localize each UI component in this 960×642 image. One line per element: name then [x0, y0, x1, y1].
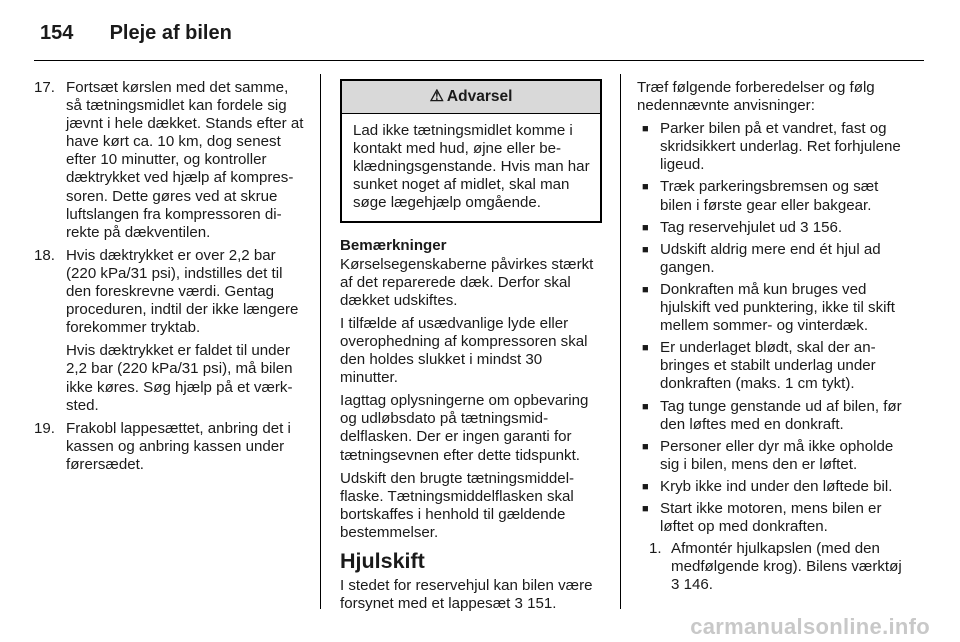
step-18 [34, 247, 308, 415]
bullet-icon: ■ [642, 502, 649, 515]
step-text: Fortsæt kørslen med det samme, så tætningsmidlet kan fordele sig jævnt i hele dækket. Stands efter at have kørt ca. 10 km, dog senest efter 10 minutter, og kontroller dæktrykket ved hjælp af kompressoren. Dette gøres ved at skrue luftslangen fra kompressoren direkte på dækventilen. [66, 79, 304, 241]
warning-header [342, 81, 600, 114]
page-title: Pleje af bilen [109, 22, 232, 44]
section-intro: I stedet for reservehjul kan bilen være forsynet med et lappesæt 3 151. [340, 576, 593, 613]
list-item [637, 281, 909, 335]
list-item-text: Start ikke motoren, mens bilen er løftet op med donkraften. [660, 499, 882, 536]
list-item-text: Parker bilen på et vandret, fast og skridsikkert underlag. Ret forhjulene ligeud. [660, 120, 901, 174]
bullet-icon: ■ [642, 440, 649, 453]
list-item-text: Kryb ikke ind under den løftede bil. [660, 477, 893, 495]
column-1 [34, 79, 308, 479]
bullet-icon: ■ [642, 221, 649, 234]
notes-title: Bemærkninger [340, 237, 447, 255]
list-item [637, 500, 909, 536]
list-item [637, 438, 909, 474]
column-divider-1 [320, 74, 321, 609]
substep-text: Afmontér hjulkapslen (med den medfølgende krog). Bilens værktøj 3 146. [671, 540, 902, 594]
list-item-text: Donkraften må kun bruges ved hjulskift ved punktering, ikke til skift mellem sommer- og vinterdæk. [660, 280, 895, 335]
warning-box [340, 79, 602, 223]
step-17 [34, 79, 308, 242]
column-divider-2 [620, 74, 621, 609]
column-3 [637, 79, 909, 598]
step-number: 17. [34, 79, 55, 96]
list-item [637, 241, 909, 277]
step-text: Hvis dæktrykket er over 2,2 bar (220 kPa/31 psi), indstilles det til den foreskrevne værdi. Gentag proceduren, indtil der ikke længere forekommer tryktab. [66, 246, 299, 337]
section-title: Hjulskift [340, 548, 425, 573]
warning-icon: ⚠ [429, 88, 444, 105]
page-number: 154 [40, 22, 74, 44]
list-item [637, 219, 909, 237]
list-item-text: Udskift aldrig mere end ét hjul ad gangen. [660, 240, 881, 276]
step-text: Frakobl lappesættet, anbring det i kassen og anbring kassen under førersædet. [66, 419, 291, 473]
column-2 [340, 79, 602, 618]
bullet-icon: ■ [642, 480, 649, 493]
bullet-icon: ■ [642, 283, 649, 296]
bullet-icon: ■ [642, 123, 649, 136]
bullet-icon: ■ [642, 181, 649, 194]
step-text: Hvis dæktrykket er faldet til under 2,2 bar (220 kPa/31 psi), må bilen ikke køres. Søg hjælp på et værksted. [66, 342, 293, 414]
note-paragraph: Kørselsegenskaberne påvirkes stærkt af det reparerede dæk. Derfor skal dækket udskiftes. [340, 255, 594, 309]
watermark: carmanualsonline.info [690, 614, 930, 639]
substep-number: 1. [649, 540, 662, 558]
note-paragraph: I tilfælde af usædvanlige lyde eller overophedning af kompressoren skal den holdes slukket i mindst 30 minutter. [340, 314, 588, 387]
page-header [40, 22, 232, 45]
header-rule [34, 60, 924, 61]
step-number: 19. [34, 419, 55, 437]
warning-text: Lad ikke tætningsmidlet komme i kontakt med hud, øjne eller beklædningsgenstande. Hvis man har sunket noget af midlet, skal man søge lægehjælp omgående. [353, 122, 590, 212]
warning-title: Advarsel [446, 88, 513, 105]
list-item [637, 478, 909, 496]
list-item-text: Personer eller dyr må ikke opholde sig i bilen, mens den er løftet. [660, 437, 894, 473]
list-item [637, 339, 909, 393]
list-item-text: Er underlaget blødt, skal der anbringes et stabilt underlag under donkraften (maks. 1 cm tykt). [660, 339, 876, 393]
list-item-text: Træk parkeringsbremsen og sæt bilen i første gear eller bakgear. [660, 178, 879, 214]
prep-intro: Træf følgende forberedelser og følg nedennævnte anvisninger: [637, 79, 875, 115]
substep-1 [649, 540, 909, 594]
list-item-text: Tag reservehjulet ud 3 156. [660, 218, 843, 236]
step-number: 18. [34, 246, 55, 264]
note-paragraph: Iagttag oplysningerne om opbevaring og udløbsdato på tætningsmiddelflasken. Der er ingen garanti for tætningsevnen efter dette tidspunkt. [340, 392, 589, 464]
list-item [637, 178, 909, 214]
list-item [637, 398, 909, 434]
list-item [637, 120, 909, 174]
bullet-icon: ■ [642, 243, 649, 256]
note-paragraph: Udskift den brugte tætningsmiddelflaske. Tætningsmiddelflasken skal bortskaffes i henhold til gældende bestemmelser. [340, 469, 575, 541]
list-item-text: Tag tunge genstande ud af bilen, før den løftes med en donkraft. [660, 397, 902, 433]
bullet-icon: ■ [642, 400, 649, 413]
bullet-icon: ■ [642, 342, 649, 355]
step-19 [34, 420, 308, 474]
